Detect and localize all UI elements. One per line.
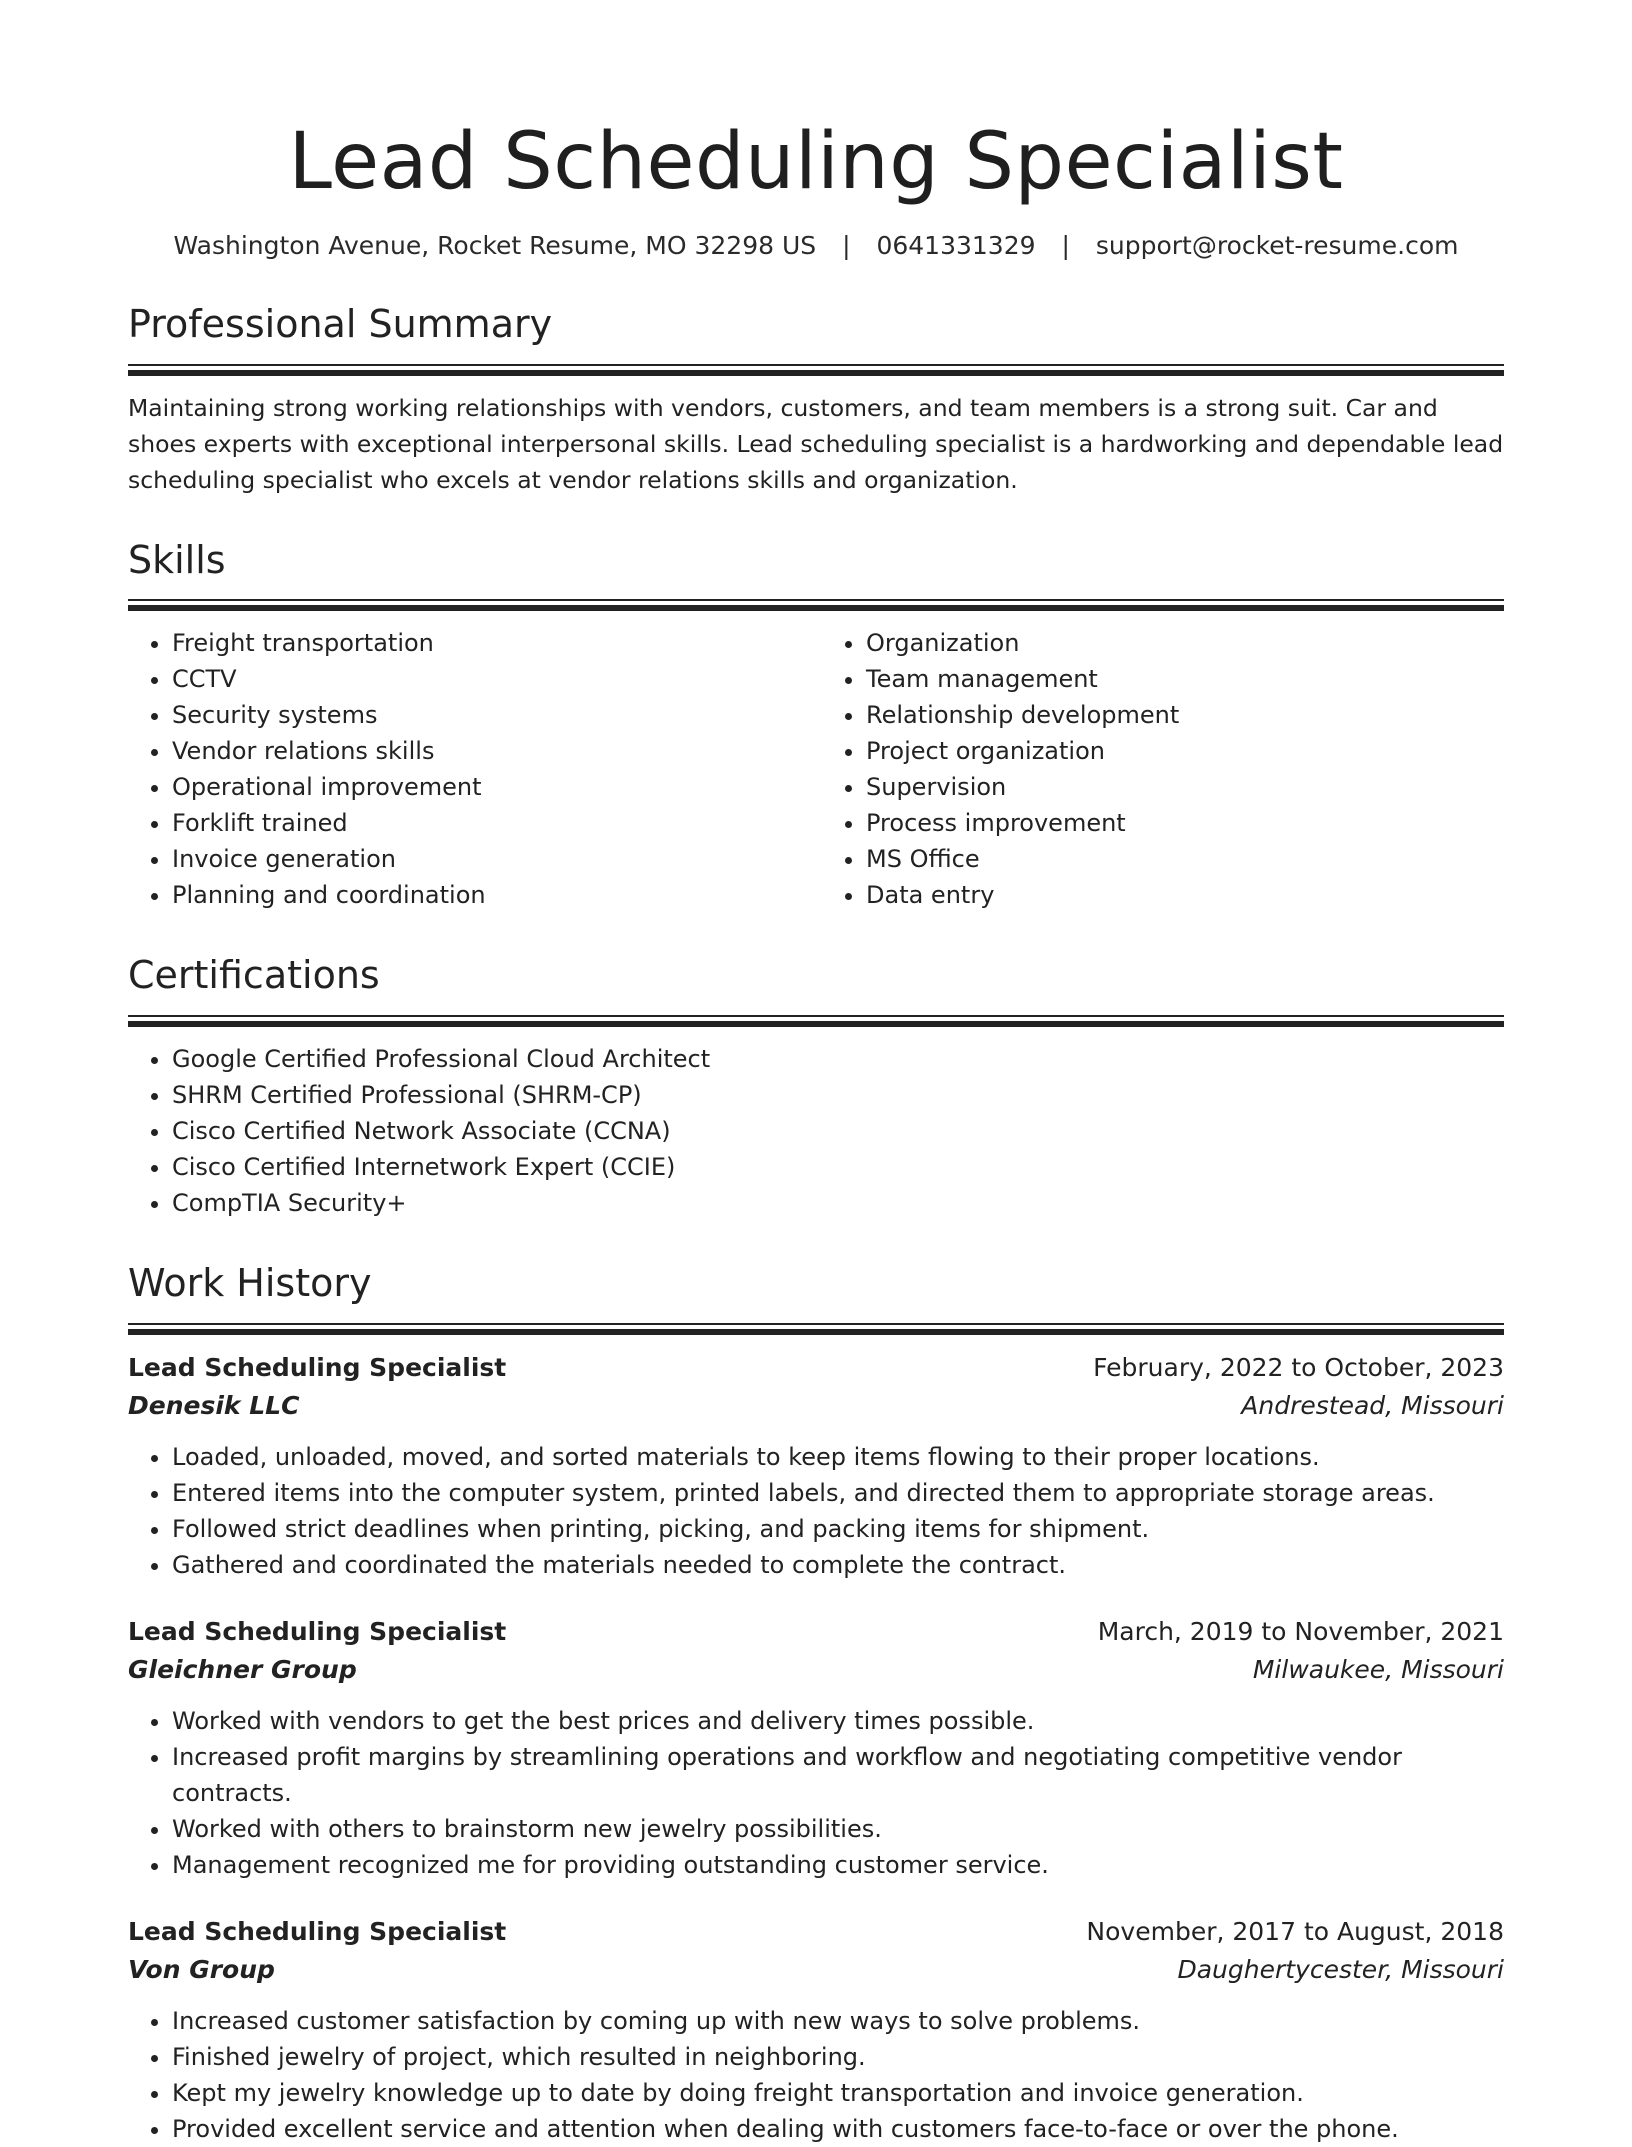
section-divider: [128, 364, 1504, 376]
job-duties-list: [128, 2003, 1504, 2147]
contact-separator: |: [842, 230, 851, 260]
job-duty: • Gathered and coordinated the materials needed to complete the contract.: [172, 1547, 1504, 1583]
skill-item: • Operational improvement: [172, 769, 816, 805]
job-location: Daughertycester, Missouri: [1177, 1954, 1504, 1984]
section-divider: [128, 1323, 1504, 1335]
skill-item: • Freight transportation: [172, 625, 816, 661]
certifications-list: [128, 1041, 1504, 1221]
skill-item: • Team management: [866, 661, 1504, 697]
skill-item: • Process improvement: [866, 805, 1504, 841]
job-duty: • Followed strict deadlines when printing, picking, and packing items for shipment.: [172, 1511, 1504, 1547]
section-title-work-history: Work History: [128, 1261, 372, 1306]
skills-section: [128, 538, 1504, 914]
contact-separator: |: [1061, 230, 1070, 260]
skills-list-right: [816, 625, 1504, 913]
job-entry: [128, 1349, 1504, 1583]
job-duty: • Worked with others to brainstorm new jewelry possibilities.: [172, 1811, 1504, 1847]
work-history-section: [128, 1261, 1504, 2147]
certification-item: • Cisco Certified Internetwork Expert (CCIE): [172, 1149, 1504, 1185]
job-company: Denesik LLC: [128, 1390, 300, 1420]
job-duties-list: [128, 1703, 1504, 1883]
job-duty: • Increased customer satisfaction by coming up with new ways to solve problems.: [172, 2003, 1504, 2039]
job-location: Milwaukee, Missouri: [1252, 1654, 1504, 1684]
contact-line: [128, 230, 1504, 263]
skill-item: • Security systems: [172, 697, 816, 733]
certifications-section: [128, 953, 1504, 1221]
skill-item: • Relationship development: [866, 697, 1504, 733]
job-dates: November, 2017 to August, 2018: [1086, 1916, 1504, 1946]
job-dates: February, 2022 to October, 2023: [1093, 1352, 1504, 1382]
job-duty: • Increased profit margins by streamlining operations and workflow and negotiating competitive vendor contracts.: [172, 1739, 1504, 1811]
skill-item: • Invoice generation: [172, 841, 816, 877]
certification-item: • Cisco Certified Network Associate (CCNA): [172, 1113, 1504, 1149]
summary-text: Maintaining strong working relationships with vendors, customers, and team members is a strong suit. Car and shoes experts with exceptional interpersonal skills. Lead scheduling specialist is a hardworking and dependable lead scheduling specialist who excels at vendor relations skills and organization.: [128, 393, 1504, 494]
contact-email[interactable]: support@rocket-resume.com: [1095, 230, 1459, 260]
section-title-certifications: Certifications: [128, 953, 380, 998]
resume-page: [128, 0, 1504, 2147]
certification-item: • CompTIA Security+: [172, 1185, 1504, 1221]
skill-item: • Forklift trained: [172, 805, 816, 841]
job-title: Lead Scheduling Specialist: [128, 1352, 507, 1382]
job-company: Gleichner Group: [128, 1654, 357, 1684]
section-divider: [128, 1015, 1504, 1027]
skill-item: • Project organization: [866, 733, 1504, 769]
certification-item: • SHRM Certified Professional (SHRM-CP): [172, 1077, 1504, 1113]
contact-address: Washington Avenue, Rocket Resume, MO 32298 US: [173, 230, 817, 260]
job-duties-list: [128, 1439, 1504, 1583]
skill-item: • CCTV: [172, 661, 816, 697]
job-dates: March, 2019 to November, 2021: [1097, 1616, 1504, 1646]
job-duty: • Loaded, unloaded, moved, and sorted materials to keep items flowing to their proper locations.: [172, 1439, 1504, 1475]
job-title: Lead Scheduling Specialist: [128, 1616, 507, 1646]
job-entry: [128, 1613, 1504, 1883]
job-duty: • Management recognized me for providing outstanding customer service.: [172, 1847, 1504, 1883]
job-duty: • Provided excellent service and attention when dealing with customers face-to-face or over the phone.: [172, 2111, 1504, 2147]
job-title: Lead Scheduling Specialist: [128, 1916, 507, 1946]
job-company: Von Group: [128, 1954, 275, 1984]
skill-item: • Data entry: [866, 877, 1504, 913]
job-location: Andrestead, Missouri: [1241, 1390, 1504, 1420]
skill-item: • Planning and coordination: [172, 877, 816, 913]
skill-item: • Supervision: [866, 769, 1504, 805]
contact-phone: 0641331329: [876, 230, 1036, 260]
skill-item: • MS Office: [866, 841, 1504, 877]
job-duty: • Worked with vendors to get the best prices and delivery times possible.: [172, 1703, 1504, 1739]
certification-item: • Google Certified Professional Cloud Architect: [172, 1041, 1504, 1077]
section-divider: [128, 599, 1504, 611]
skill-item: • Vendor relations skills: [172, 733, 816, 769]
skills-list-left: [128, 625, 816, 913]
job-duty: • Finished jewelry of project, which resulted in neighboring.: [172, 2039, 1504, 2075]
job-duty: • Entered items into the computer system, printed labels, and directed them to appropriate storage areas.: [172, 1475, 1504, 1511]
resume-name: Lead Scheduling Specialist: [288, 117, 1344, 207]
section-title-summary: Professional Summary: [128, 302, 553, 347]
summary-section: [128, 302, 1504, 498]
job-duty: • Kept my jewelry knowledge up to date by doing freight transportation and invoice generation.: [172, 2075, 1504, 2111]
skill-item: • Organization: [866, 625, 1504, 661]
skills-grid: [128, 625, 1504, 913]
section-title-skills: Skills: [128, 537, 226, 582]
